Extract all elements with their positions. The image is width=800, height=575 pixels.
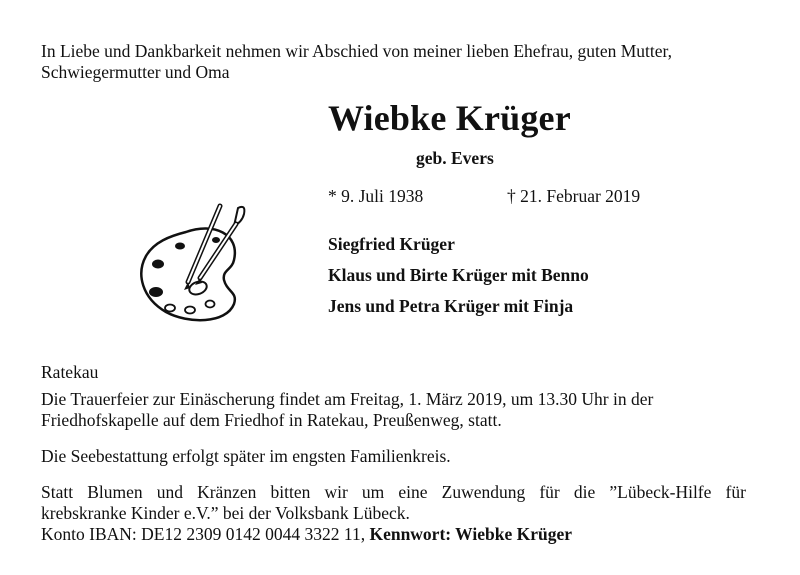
- mourner-2: Klaus und Birte Krüger mit Benno: [328, 265, 589, 285]
- deceased-name: Wiebke Krüger: [328, 98, 571, 138]
- funeral-line-1: Die Trauerfeier zur Einäscherung findet am Freitag, 1. März 2019, um 13.30 Uhr in der: [41, 389, 654, 409]
- donation-line-1: [41, 482, 746, 502]
- birth-date: * 9. Juli 1938: [328, 186, 424, 206]
- donation-word: Blumen: [87, 482, 143, 502]
- donation-word: Zuwendung: [441, 482, 526, 502]
- donation-word: Statt: [41, 482, 74, 502]
- mourner-1: Siegfried Krüger: [328, 234, 455, 254]
- donation-word: wir: [324, 482, 348, 502]
- donation-word: für: [725, 482, 746, 502]
- birth-name: geb. Evers: [416, 148, 494, 168]
- burial-note: Die Seebestattung erfolgt später im engsten Familienkreis.: [41, 446, 451, 466]
- mourner-3: Jens und Petra Krüger mit Finja: [328, 296, 574, 316]
- donation-word: ”Lübeck-Hilfe: [609, 482, 712, 502]
- donation-word: für: [539, 482, 560, 502]
- donation-line-2: krebskranke Kinder e.V.” bei der Volksbank Lübeck.: [41, 503, 410, 523]
- donation-word: Kränzen: [197, 482, 257, 502]
- paint-palette-icon: [128, 200, 258, 328]
- donation-word: eine: [398, 482, 428, 502]
- donation-word: und: [156, 482, 183, 502]
- donation-word: um: [361, 482, 385, 502]
- bank-account: Konto IBAN: DE12 2309 0142 0044 3322 11,: [41, 524, 366, 544]
- funeral-line-2: Friedhofskapelle auf dem Friedhof in Ratekau, Preußenweg, statt.: [41, 410, 502, 430]
- intro-line-1: In Liebe und Dankbarkeit nehmen wir Abschied von meiner lieben Ehefrau, guten Mutter,: [41, 41, 673, 61]
- donation-word: die: [573, 482, 596, 502]
- donation-account-line: [41, 524, 572, 544]
- donation-keyword: Kennwort: Wiebke Krüger: [369, 524, 572, 544]
- death-date: † 21. Februar 2019: [507, 186, 641, 206]
- place-name: Ratekau: [41, 362, 99, 382]
- intro-line-2: Schwiegermutter und Oma: [41, 62, 230, 82]
- donation-word: bitten: [270, 482, 311, 502]
